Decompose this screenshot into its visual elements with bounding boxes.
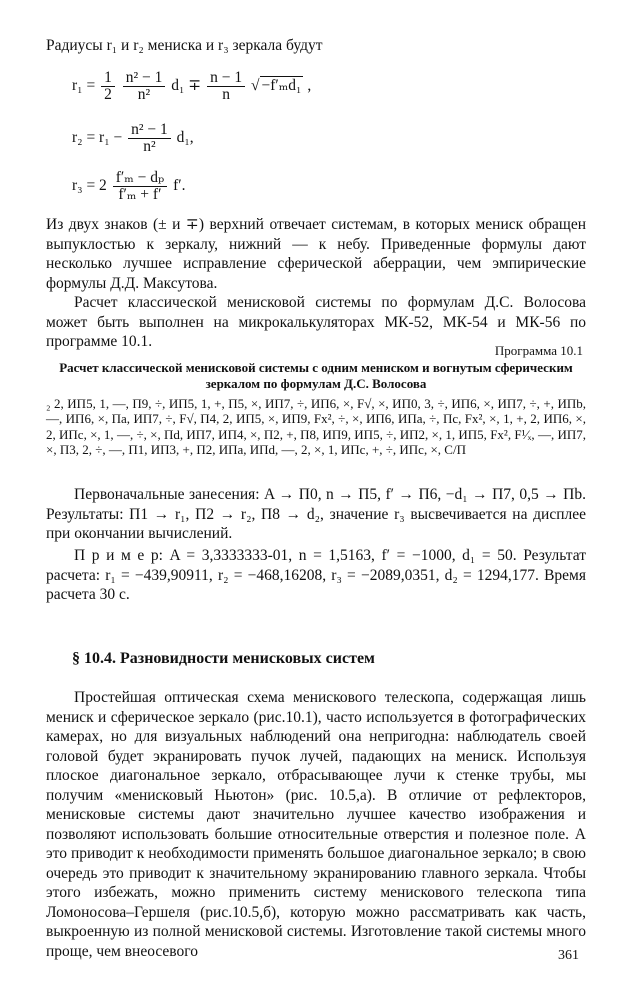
paragraph-schemes: Простейшая оптическая схема менискового телескопа, содержащая лишь мениск и сферическое зеркало (рис.10.1), часто используется в фотографических камерах, но для визуальных наблюдений она непригодна: наблюдатель своей головой будет экранировать пучок лучей, падающих на мениск. Используя плоское диагональное зеркало, отбрасывающее лучи к стенке трубы, мы получим «менисковый Ньютон» (рис. 10.5,а). В отличие от рефлекторов, менисковые системы дают значительно лучшее качество изображения и позволяют использовать большие относительные отверстия и полезное поле. А это приводит к необходимости применять большое диагональное зеркало; в свою очередь это приводит к значительному экранированию главного зеркала. Чтобы этого избежать, можно применить систему менискового телескопа типа Ломоносова–Гершеля (рис.10.5,б), которую можно рассматривать как часть, выкроенную из полной менисковой системы. Изготовление такой системы много проще, чем внеосевого: [46, 689, 586, 960]
formula-r2-lhs: r₂ = r₁ −: [72, 129, 123, 147]
formula-r1-lhs: r₁ =: [72, 77, 96, 95]
fraction-r3-den: f′ₘ + f′: [118, 186, 162, 203]
fraction-n2-den: n: [222, 86, 230, 103]
formula-r2: [72, 122, 194, 155]
sqrt-icon: √: [250, 77, 260, 95]
formula-r1-end: ,: [307, 77, 312, 95]
formula-r3-lhs: r₃ = 2: [72, 177, 107, 195]
paragraph-example: П р и м е р: A = 3,3333333-01, n = 1,5163, f′ = −1000, d₁ = 50. Результат расчета: r₁ = −439,90911, r₂ = −468,16208, r₃ = −2089,0351, d₂ = 1294,177. Время расчета 30 с.: [46, 547, 586, 603]
formula-r2-end: d₁,: [176, 129, 194, 147]
fraction-n-num: n² − 1: [123, 70, 166, 87]
fraction-n2-num: n − 1: [207, 70, 245, 87]
program-code: ₂ 2, ИП5, 1, —, П9, ÷, ИП5, 1, +, П5, ×, ИП7, ÷, ИП6, ×, F√, ×, ИП0, 3, ÷, ИП6, ×, ИП7, ÷, +, ИПb, —, ИП6, ×, Па, ИП7, ÷, F√, П4, 2, ИП5, ×, ИП9, Fx², ÷, ×, ИП6, ИПа, ÷, Пс, Fx², ×, 1, +, 2, ИП6, ×, 2, ИПс, ×, 1, —, ÷, ×, Пd, ИП7, ИП4, ×, П2, +, П8, ИП9, ИП5, ÷, ИП2, ×, 1, ИП5, Fx², F¹⁄ₓ, —, ИП7, ×, П3, 2, ÷, —, П1, ИП3, +, П2, ИПа, ИПd, —, 2, ×, 1, ИПс, +, ÷, ИПс, ×, С/П: [46, 396, 586, 457]
fraction-r2: [128, 122, 171, 155]
sqrt-radicand: −f′ₘd₁: [261, 77, 302, 95]
formula-r3-end: f′.: [173, 177, 186, 195]
paragraph-signs: Из двух знаков (± и ∓) верхний отвечает системам, в которых мениск обращен выпуклостью к зеркалу, нижний — к небу. Приведенные формулы дают несколько лучшее исправление сферической аберрации, чем эмпирические формулы Д.Д. Максутова.: [46, 216, 586, 292]
fraction-n-den: n²: [137, 86, 151, 103]
fraction-half-den: 2: [104, 86, 112, 103]
intro-line: Радиусы r₁ и r₂ мениска и r₃ зеркала будут: [46, 37, 323, 54]
formula-r1: [72, 70, 311, 103]
section-heading: § 10.4. Разновидности менисковых систем: [72, 650, 375, 667]
paragraph-calculation: Расчет классической менисковой системы по формулам Д.С. Волосова может быть выполнен на микрокалькуляторах МК-52, МК-54 и МК-56 по программе 10.1.: [46, 294, 586, 350]
formula-r1-mid: d₁ ∓: [171, 77, 202, 95]
fraction-r3: [113, 170, 168, 203]
page-number: 361: [558, 948, 579, 963]
fraction-n-term: [123, 70, 166, 103]
fraction-r2-num: n² − 1: [128, 122, 171, 139]
paragraph-initial-values: Первоначальные занесения: A → П0, n → П5, f′ → П6, −d₁ → П7, 0,5 → Пb. Результаты: П1 → r₁, П2 → r₂, П8 → d₂, значение r₃ высвечивается на дисплее при окончании вычислений.: [46, 486, 586, 542]
fraction-n-minus-one: [207, 70, 245, 103]
fraction-half-num: 1: [101, 70, 115, 87]
formula-r3: [72, 170, 186, 203]
program-caption: Расчет классической менисковой системы с одним мениском и вогнутым сферическим зеркалом по формулам Д.С. Волосова: [59, 360, 573, 391]
fraction-r3-num: f′ₘ − dₚ: [113, 170, 168, 187]
fraction-half: [101, 70, 115, 103]
program-title: Программа 10.1: [494, 343, 583, 358]
fraction-r2-den: n²: [143, 138, 156, 155]
